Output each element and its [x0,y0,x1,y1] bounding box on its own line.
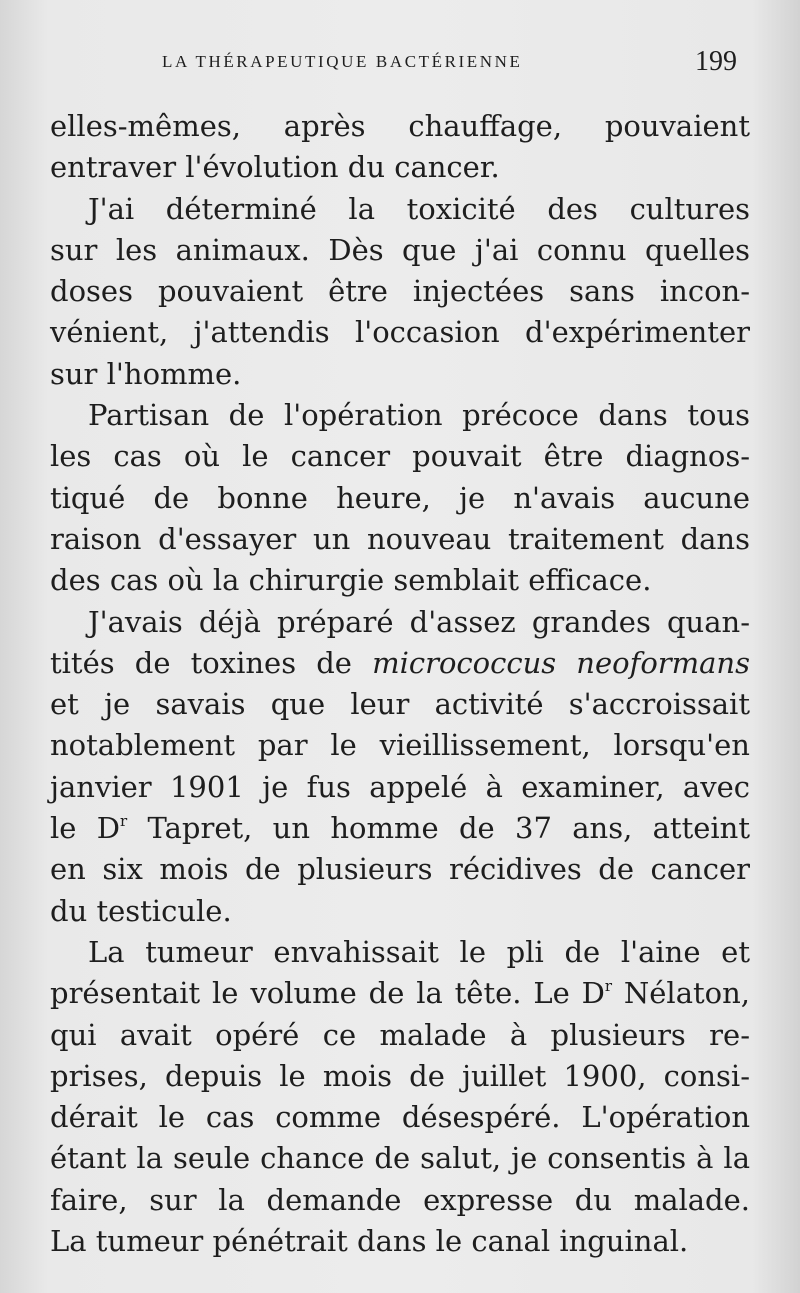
text-line: prises, depuis le mois de juillet 1900, consi- [50,1058,750,1093]
text-line: La tumeur pénétrait dans le canal inguinal. [50,1224,689,1259]
text-line: J'ai déterminé la toxicité des cultures [88,191,750,226]
text-line: sur les animaux. Dès que j'ai connu quelles [50,232,750,267]
text-line: qui avait opéré ce malade à plusieurs re- [50,1017,750,1052]
text-line: J'avais déjà préparé d'assez grandes quan- [88,604,750,639]
page-header [0,46,800,86]
paragraph [50,395,750,601]
paragraph [50,932,750,1262]
italic-species-name: micrococcus neoformans [372,645,750,680]
text-line [50,643,750,684]
paragraph [50,602,750,932]
text-line: en six mois de plusieurs récidives de cancer [50,852,750,887]
text-line: La tumeur envahissait le pli de l'aine et [88,934,750,969]
running-title: LA THÉRAPEUTIQUE BACTÉRIENNE [162,52,523,71]
text-line: et je savais que leur activité s'accroissait [50,687,750,722]
text-line: notablement par le vieillissement, lorsqu'en [50,728,750,763]
text-line: sur l'homme. [50,356,242,391]
text-line: janvier 1901 je fus appelé à examiner, avec [50,769,750,804]
text-segment: tités de toxines de [50,645,373,680]
text-line: Partisan de l'opération précoce dans tous [88,398,750,433]
text-line: dérait le cas comme désespéré. L'opération [50,1100,750,1135]
text-segment: Nélaton, [612,976,750,1011]
text-line: doses pouvaient être injectées sans incon- [50,274,750,309]
text-line: raison d'essayer un nouveau traitement dans [50,521,750,556]
text-line: des cas où la chirurgie semblait efficace. [50,563,652,598]
text-segment: Tapret, un homme de 37 ans, atteint [127,811,750,846]
text-line [50,973,750,1014]
text-line: vénient, j'attendis l'occasion d'expérimenter [50,315,750,350]
text-line: faire, sur la demande expresse du malade. [50,1182,750,1217]
text-segment: le D [50,811,121,846]
superscript: r [604,977,613,996]
body-text [50,106,750,1262]
text-line: étant la seule chance de salut, je consentis à la [50,1141,750,1176]
paragraph [50,189,750,395]
superscript: r [120,812,128,831]
text-line: du testicule. [50,893,232,928]
text-line: les cas où le cancer pouvait être diagnos- [50,439,750,474]
text-line: elles-mêmes, après chauffage, pouvaient [50,109,750,143]
text-line: tiqué de bonne heure, je n'avais aucune [50,480,750,515]
text-line: entraver l'évolution du cancer. [50,150,500,185]
text-segment: présentait le volume de la tête. Le D [50,976,605,1011]
page-number: 199 [695,46,737,77]
text-line [50,808,750,849]
paragraph [50,106,750,189]
